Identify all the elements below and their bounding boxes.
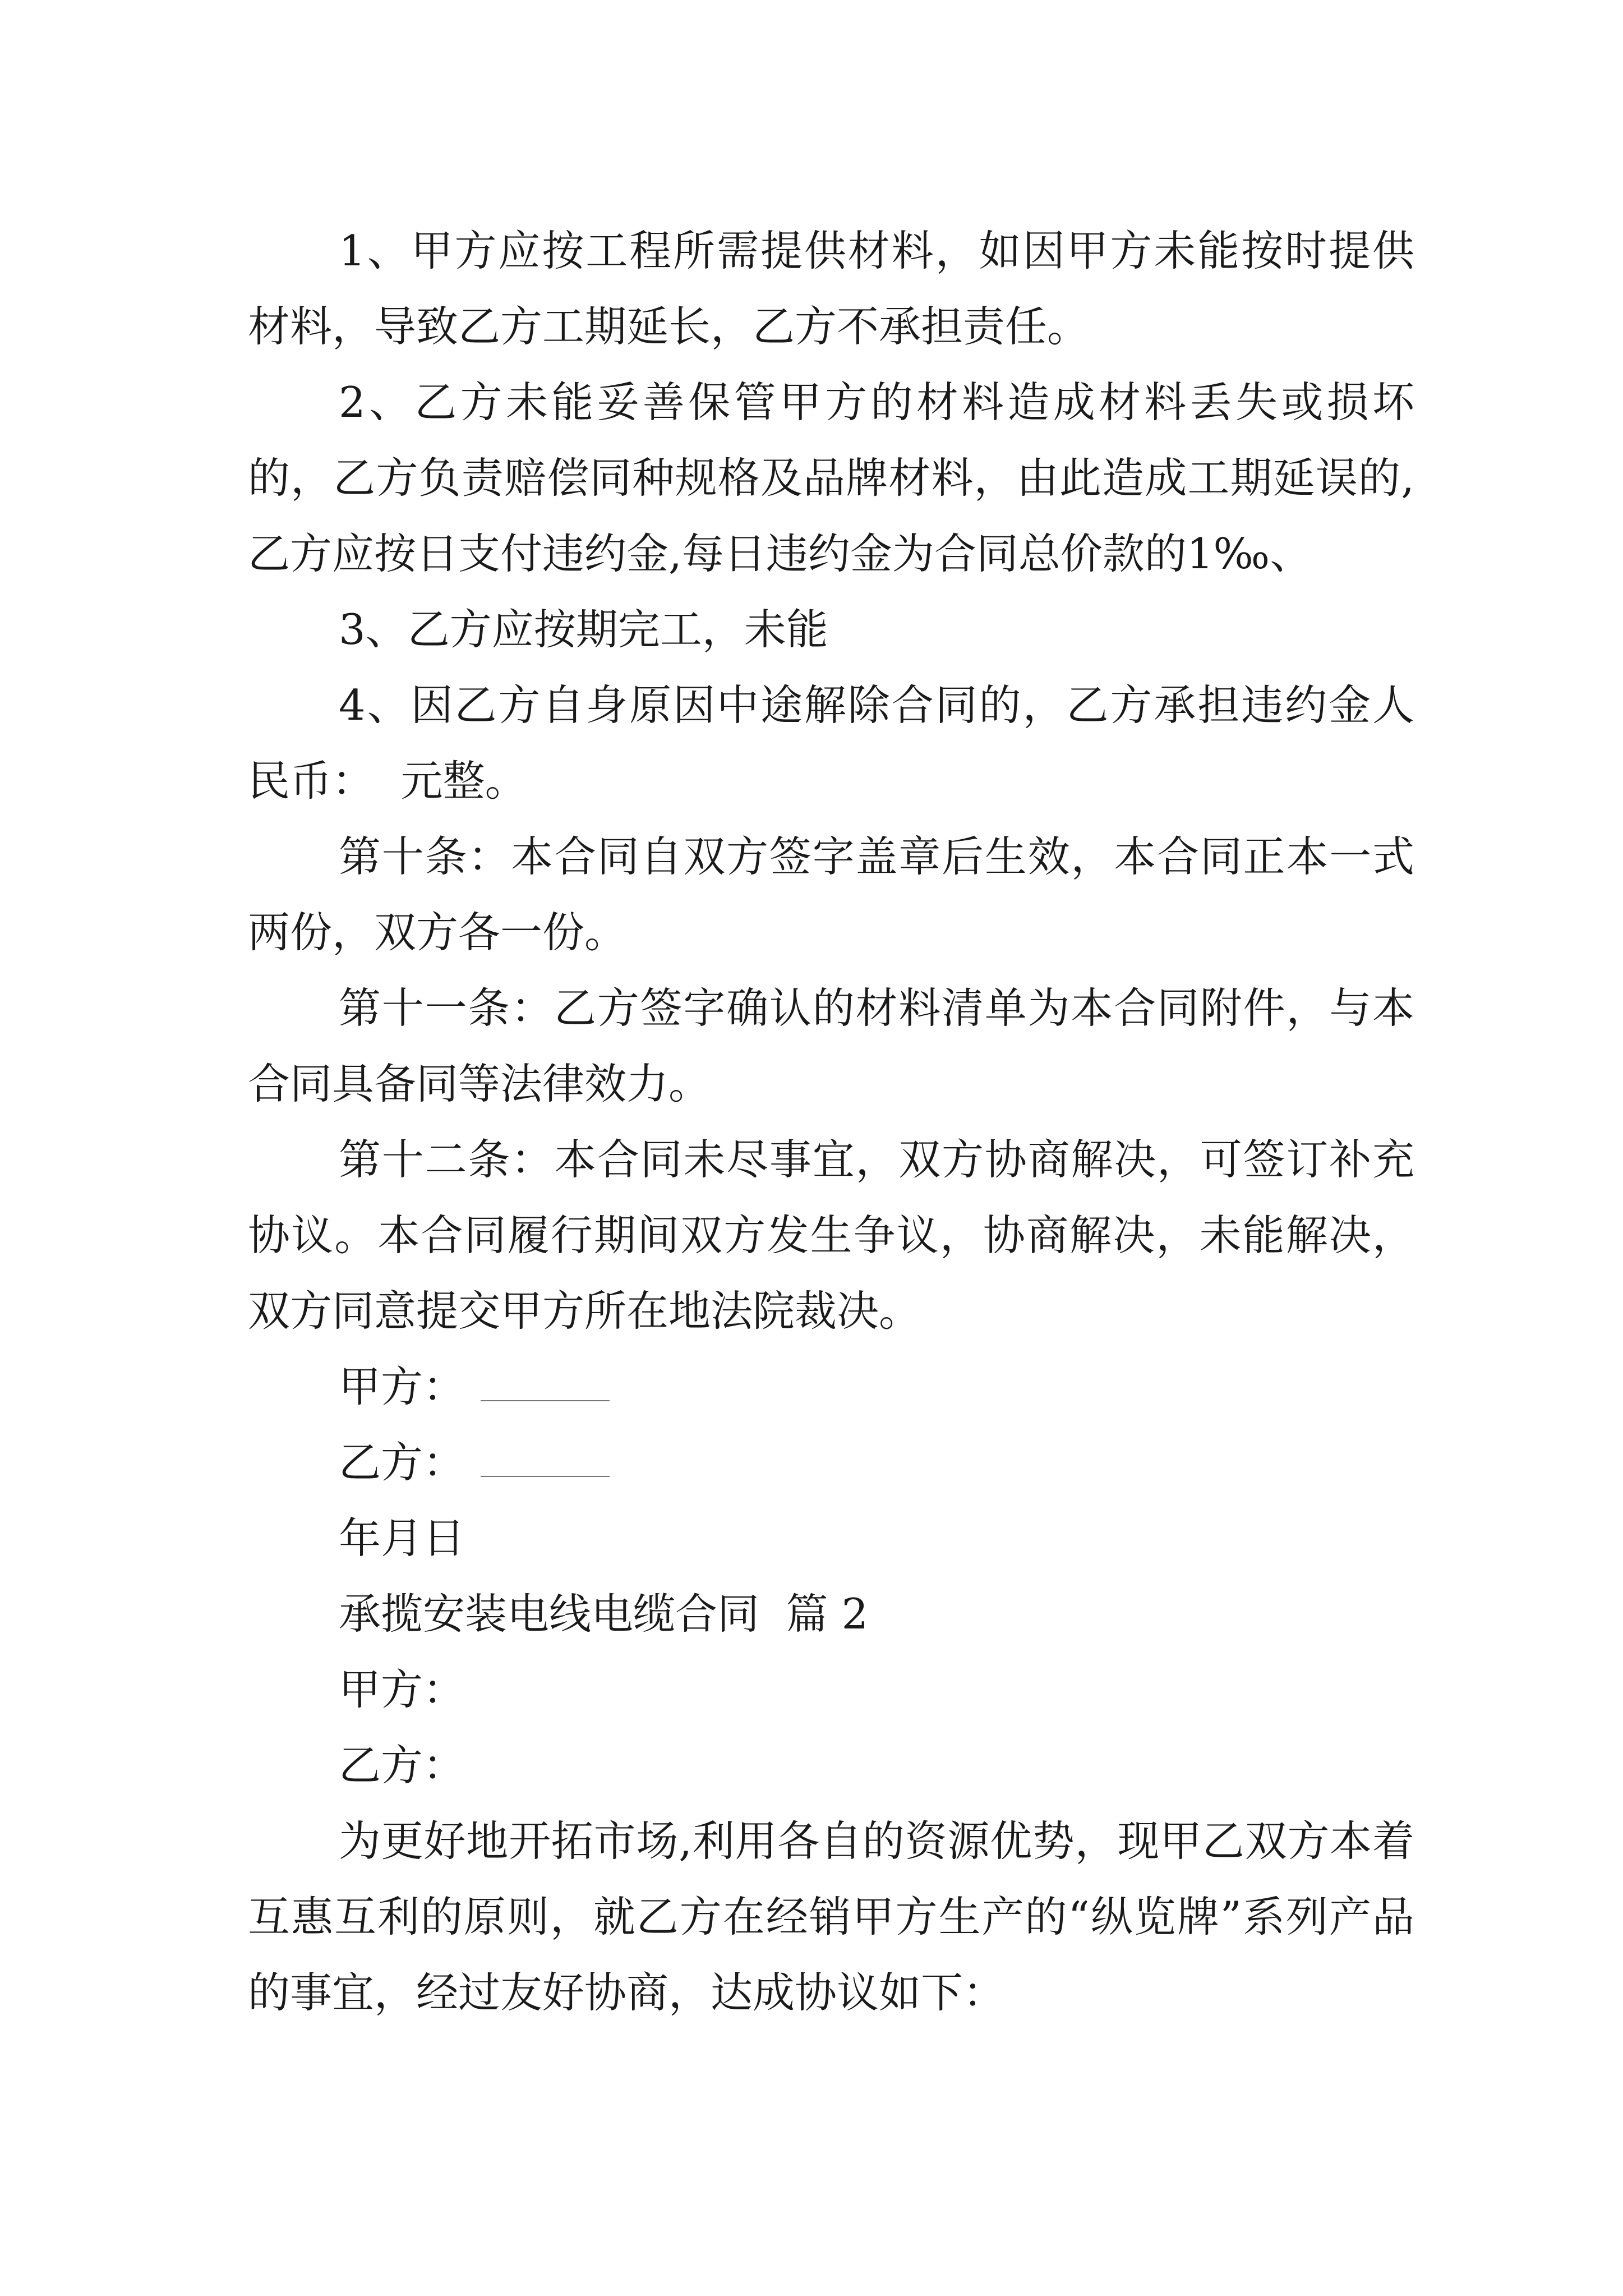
section-2-intro: 为更好地开拓市场,利用各自的资源优势，现甲乙双方本着互惠互利的原则，就乙方在经销甲方生产的“纵览牌”系列产品的事宜，经过友好协商，达成协议如下：	[248, 1816, 1414, 2017]
party-a-label: 甲方：	[339, 1362, 465, 1411]
party-b-signature-line	[248, 1425, 1414, 1501]
document-body	[248, 213, 1414, 2031]
date-line: 年月日	[339, 1513, 465, 1563]
clause-4: 4、因乙方自身原因中途解除合同的，乙方承担违约金人民币： 元整。	[248, 680, 1414, 806]
article-12: 第十二条：本合同未尽事宜，双方协商解决，可签订补充协议。本合同履行期间双方发生争议，协商解决，未能解决，双方同意提交甲方所在地法院裁决。	[248, 1135, 1414, 1336]
party-b-label: 乙方：	[339, 1438, 465, 1487]
party-b-blank	[481, 1432, 610, 1477]
party-a-signature-line	[248, 1349, 1414, 1425]
clause-3: 3、乙方应按期完工，未能	[339, 605, 828, 654]
party-a-blank	[481, 1356, 610, 1401]
section-2-title: 承揽安装电线电缆合同 篇 2	[339, 1589, 869, 1639]
article-11: 第十一条：乙方签字确认的材料清单为本合同附件，与本合同具备同等法律效力。	[248, 983, 1414, 1108]
clause-1: 1、甲方应按工程所需提供材料，如因甲方未能按时提供材料，导致乙方工期延长，乙方不承担责任。	[248, 226, 1414, 351]
clause-2: 2、乙方未能妥善保管甲方的材料造成材料丢失或损坏的，乙方负责赔偿同种规格及品牌材料，由此造成工期延误的,乙方应按日支付违约金,每日违约金为合同总价款的1‰、	[248, 378, 1414, 578]
section-2-party-a: 甲方：	[339, 1665, 465, 1714]
section-2-party-b: 乙方：	[339, 1741, 465, 1790]
article-10: 第十条：本合同自双方签字盖章后生效，本合同正本一式两份，双方各一份。	[248, 832, 1414, 957]
